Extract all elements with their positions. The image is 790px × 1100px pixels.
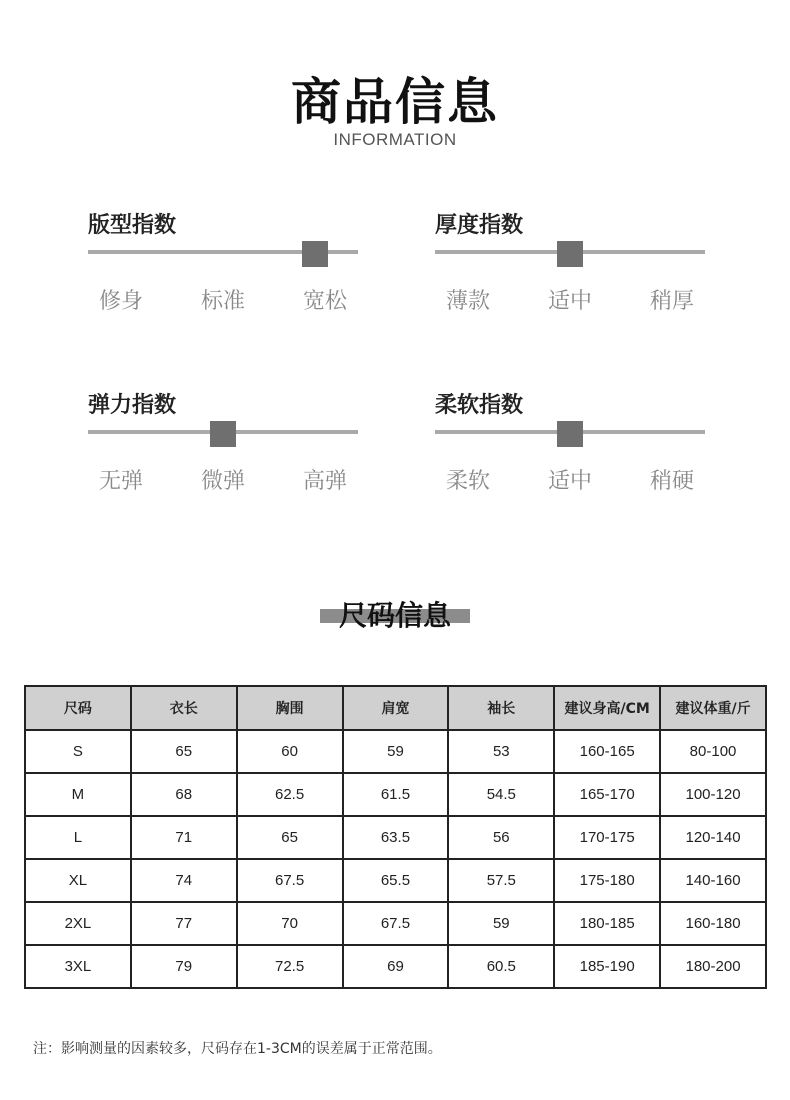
table-cell: 60.5 (448, 945, 554, 988)
table-cell: 180-185 (554, 902, 660, 945)
index-option: 柔软 (445, 469, 490, 494)
size-heading (0, 594, 790, 634)
index-marker (557, 241, 583, 267)
table-row (25, 859, 766, 902)
table-cell: 160-165 (554, 730, 660, 773)
index-label: 柔软指数 (435, 393, 524, 418)
measurement-note: 注：影响测量的因素较多，尺码存在1-3CM的误差属于正常范围。 (33, 1041, 442, 1057)
table-cell: 80-100 (660, 730, 766, 773)
table-cell: 3XL (25, 945, 131, 988)
table-cell: 59 (448, 902, 554, 945)
index-option: 适中 (547, 289, 592, 314)
table-cell: 79 (131, 945, 237, 988)
table-cell: 53 (448, 730, 554, 773)
table-cell: S (25, 730, 131, 773)
table-header-row (25, 686, 766, 730)
table-cell: 63.5 (343, 816, 449, 859)
index-option: 标准 (200, 289, 245, 314)
table-cell: 120-140 (660, 816, 766, 859)
table-cell: 185-190 (554, 945, 660, 988)
table-row (25, 773, 766, 816)
thickness-index (435, 208, 705, 318)
index-option: 稍硬 (649, 469, 694, 494)
table-cell: 54.5 (448, 773, 554, 816)
size-table (24, 685, 767, 989)
index-option: 微弹 (200, 469, 245, 494)
index-marker (302, 241, 328, 267)
table-cell: 140-160 (660, 859, 766, 902)
table-header-cell: 尺码 (25, 686, 131, 730)
table-cell: 61.5 (343, 773, 449, 816)
index-option: 薄款 (445, 289, 490, 314)
table-cell: 175-180 (554, 859, 660, 902)
index-option: 适中 (547, 469, 592, 494)
table-row (25, 902, 766, 945)
page-title: 商品信息 (291, 73, 499, 131)
index-marker (210, 421, 236, 447)
table-cell: 70 (237, 902, 343, 945)
table-cell: 57.5 (448, 859, 554, 902)
table-cell: 100-120 (660, 773, 766, 816)
table-cell: 67.5 (343, 902, 449, 945)
table-cell: 56 (448, 816, 554, 859)
size-heading-title: 尺码信息 (338, 599, 451, 632)
table-cell: 77 (131, 902, 237, 945)
index-label: 厚度指数 (435, 213, 524, 238)
softness-index (435, 388, 705, 498)
index-option: 高弹 (302, 469, 347, 494)
table-cell: 72.5 (237, 945, 343, 988)
page-subtitle: INFORMATION (333, 130, 457, 149)
table-cell: 59 (343, 730, 449, 773)
table-cell: 69 (343, 945, 449, 988)
table-row (25, 816, 766, 859)
table-cell: 65 (237, 816, 343, 859)
table-cell: 170-175 (554, 816, 660, 859)
table-header-cell: 建议体重/斤 (660, 686, 766, 730)
table-header-cell: 肩宽 (343, 686, 449, 730)
table-cell: L (25, 816, 131, 859)
table-cell: XL (25, 859, 131, 902)
table-cell: 60 (237, 730, 343, 773)
table-cell: 65 (131, 730, 237, 773)
table-cell: 2XL (25, 902, 131, 945)
index-marker (557, 421, 583, 447)
table-header-cell: 胸围 (237, 686, 343, 730)
index-option: 修身 (98, 289, 143, 314)
table-header-cell: 衣长 (131, 686, 237, 730)
table-cell: 71 (131, 816, 237, 859)
table-cell: 68 (131, 773, 237, 816)
table-cell: 62.5 (237, 773, 343, 816)
table-cell: 165-170 (554, 773, 660, 816)
fit-index (88, 208, 358, 318)
table-row (25, 945, 766, 988)
index-option: 稍厚 (649, 289, 694, 314)
table-cell: M (25, 773, 131, 816)
table-cell: 65.5 (343, 859, 449, 902)
index-option: 无弹 (98, 469, 143, 494)
index-label: 弹力指数 (88, 393, 177, 418)
table-cell: 160-180 (660, 902, 766, 945)
table-cell: 74 (131, 859, 237, 902)
table-header-cell: 袖长 (448, 686, 554, 730)
table-row (25, 730, 766, 773)
table-cell: 180-200 (660, 945, 766, 988)
index-option: 宽松 (302, 289, 347, 314)
table-cell: 67.5 (237, 859, 343, 902)
table-header-cell: 建议身高/CM (554, 686, 660, 730)
index-label: 版型指数 (88, 213, 177, 238)
elasticity-index (88, 388, 358, 498)
